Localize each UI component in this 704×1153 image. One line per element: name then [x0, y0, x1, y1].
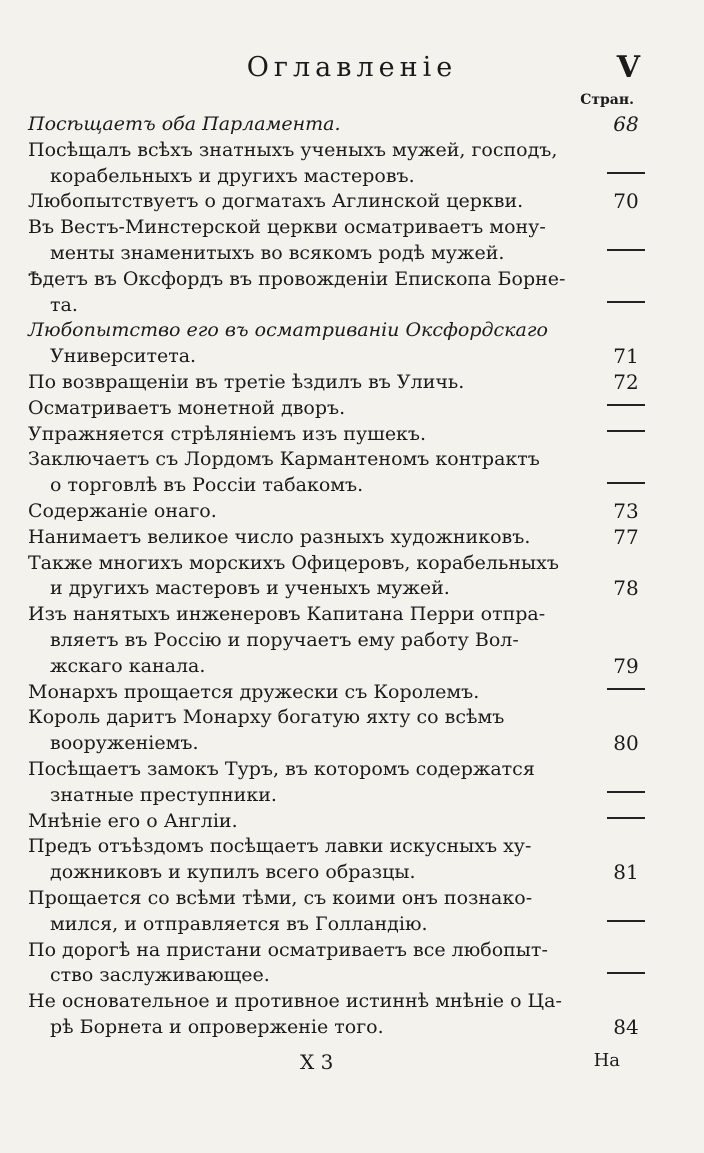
toc-page-number: 80 [613, 731, 639, 756]
toc-entry [28, 396, 648, 422]
toc-entry-line: Упражняется стрѣляніемъ изъ пушекъ. [28, 422, 427, 445]
toc-page-number [604, 396, 648, 422]
toc-page-number: 78 [613, 576, 639, 601]
toc-entry-text [28, 551, 604, 603]
toc-entry-line: Мнѣніе его о Англіи. [28, 809, 238, 832]
ditto-dash [607, 404, 645, 406]
toc-entry [28, 989, 648, 1041]
toc-page-number: 68 [613, 112, 639, 136]
toc-entry-line: знатные преступники. [50, 783, 277, 806]
toc-entry-line: Нанимаетъ великое число разныхъ художниковъ. [28, 525, 531, 548]
toc-entry-line: Университета. [50, 345, 197, 368]
toc-page-number [604, 422, 648, 448]
toc-page-number [604, 293, 648, 319]
ditto-dash [607, 791, 645, 793]
toc-entry-text [28, 834, 604, 886]
toc-entry [28, 705, 648, 757]
toc-entry [28, 447, 648, 499]
toc-entry [28, 525, 648, 551]
toc-page-number: 70 [613, 189, 639, 214]
toc-entry [28, 422, 648, 448]
toc-entry [28, 886, 648, 938]
toc-entry-line: Посѣщаетъ оба Парламента. [28, 113, 341, 135]
toc-entry-text [28, 809, 604, 835]
toc-page-number: 84 [613, 1014, 639, 1039]
toc-entry-text [28, 138, 604, 190]
toc-entry-text [28, 422, 604, 448]
toc-page-number: 81 [613, 860, 639, 885]
toc-entry-line: и другихъ мастеровъ и ученыхъ мужей. [50, 577, 450, 600]
toc-entry [28, 809, 648, 835]
toc-page-number [604, 783, 648, 809]
table-of-contents [28, 112, 648, 1041]
catchword: На [593, 1050, 620, 1071]
toc-entry-line: Посѣщалъ всѣхъ знатныхъ ученыхъ мужей, господъ, [28, 138, 558, 161]
toc-entry-line: Предъ отъѣздомъ посѣщаетъ лавки искусныхъ ху- [28, 835, 532, 858]
toc-entry-text [28, 447, 604, 499]
toc-entry-line: о торговлѣ въ Россіи табакомъ. [50, 474, 364, 497]
toc-entry-text [28, 989, 604, 1041]
toc-entry-text [28, 318, 604, 370]
toc-page-number [604, 473, 648, 499]
ditto-dash [607, 920, 645, 922]
toc-entry-text [28, 370, 604, 396]
toc-entry-line: Любопытствуетъ о догматахъ Аглинской церкви. [28, 190, 524, 213]
toc-entry-text [28, 267, 604, 319]
toc-entry-line: Заключаетъ съ Лордомъ Кармантеномъ контрактъ [28, 448, 540, 471]
toc-entry-line: Король даритъ Монарху богатую яхту со всѣмъ [28, 706, 505, 729]
toc-entry [28, 318, 648, 370]
toc-entry-line: дожниковъ и купилъ всего образцы. [50, 861, 416, 884]
toc-page-number: 73 [613, 498, 639, 523]
toc-entry [28, 757, 648, 809]
toc-page-number [604, 680, 648, 706]
toc-page-number [604, 164, 648, 190]
ditto-dash [607, 482, 645, 484]
toc-entry-line: Монархъ прощается дружески съ Королемъ. [28, 680, 480, 703]
toc-entry-text [28, 396, 604, 422]
toc-entry [28, 370, 648, 396]
toc-entry-text [28, 499, 604, 525]
toc-entry [28, 834, 648, 886]
toc-entry [28, 938, 648, 990]
toc-entry [28, 189, 648, 215]
ditto-dash [607, 249, 645, 251]
toc-entry-text [28, 112, 604, 138]
toc-entry-line: Ѣдетъ въ Оксфордъ въ провожденіи Епископа Борне- [28, 267, 566, 290]
toc-entry [28, 215, 648, 267]
toc-entry-line: Осматриваетъ монетной дворъ. [28, 396, 346, 419]
ditto-dash [607, 172, 645, 174]
toc-entry [28, 138, 648, 190]
toc-entry [28, 680, 648, 706]
toc-entry [28, 112, 648, 138]
toc-page-number: 79 [613, 653, 639, 678]
ditto-dash [607, 430, 645, 432]
page-column-label: Стран. [580, 92, 634, 108]
toc-entry-line: жскаго канала. [50, 654, 206, 677]
toc-entry-line: Посѣщаетъ замокъ Туръ, въ которомъ содержатся [28, 757, 535, 780]
toc-entry-text [28, 215, 604, 267]
toc-entry-line: корабельныхъ и другихъ мастеровъ. [50, 164, 415, 187]
toc-entry-line: Также многихъ морскихъ Офицеровъ, корабельныхъ [28, 551, 559, 574]
toc-entry-line: Изъ нанятыхъ инженеровъ Капитана Перри отпра- [28, 603, 546, 626]
toc-entry-text [28, 525, 604, 551]
toc-entry-line: вляетъ въ Россію и поручаетъ ему работу Вол- [50, 628, 519, 651]
toc-entry-line: Прощается со всѣми тѣми, съ коими онъ познако- [28, 886, 533, 909]
toc-page-number [604, 809, 648, 835]
ditto-dash [607, 688, 645, 690]
toc-page-number: 77 [613, 524, 639, 549]
ditto-dash [607, 301, 645, 303]
toc-entry-line: мился, и отправляется въ Голландію. [50, 912, 428, 935]
toc-entry-text [28, 602, 604, 679]
toc-entry-line: рѣ Борнета и опроверженіе того. [50, 1015, 384, 1038]
toc-entry-line: По дорогѣ на пристани осматриваетъ все любопыт- [28, 938, 548, 961]
toc-entry-line: вооруженіемъ. [50, 732, 199, 755]
toc-entry-text [28, 886, 604, 938]
toc-entry-line: Не основательное и противное истиннѣ мнѣніе о Ца- [28, 990, 562, 1013]
toc-entry-text [28, 680, 604, 706]
toc-entry [28, 602, 648, 679]
toc-entry-text [28, 705, 604, 757]
toc-entry-text [28, 189, 604, 215]
toc-entry-text [28, 757, 604, 809]
toc-page-number: 71 [613, 344, 639, 369]
toc-page-number [604, 963, 648, 989]
ditto-dash [607, 817, 645, 819]
toc-entry-line: та. [50, 293, 78, 316]
toc-entry [28, 267, 648, 319]
toc-entry [28, 499, 648, 525]
page-title: Оглавленіе [246, 52, 458, 83]
toc-entry-line: Любопытство его въ осматриваніи Оксфордскаго [28, 319, 548, 342]
signature-mark: Х 3 [300, 1050, 334, 1074]
toc-entry-line: Содержаніе онаго. [28, 499, 217, 522]
toc-entry-text [28, 938, 604, 990]
toc-entry-line: менты знаменитыхъ во всякомъ родѣ мужей. [50, 241, 505, 264]
toc-entry-line: По возвращеніи въ третіе ѣздилъ въ Уличь. [28, 370, 465, 393]
toc-page-number [604, 241, 648, 267]
toc-page-number [604, 912, 648, 938]
ditto-dash [607, 972, 645, 974]
toc-entry-line: Въ Вестъ-Минстерской церкви осматриваетъ мону- [28, 216, 546, 239]
toc-page-number: 72 [613, 369, 639, 394]
toc-entry [28, 551, 648, 603]
toc-entry-line: ство заслуживающее. [50, 964, 270, 987]
page-roman-number: V [616, 50, 640, 85]
